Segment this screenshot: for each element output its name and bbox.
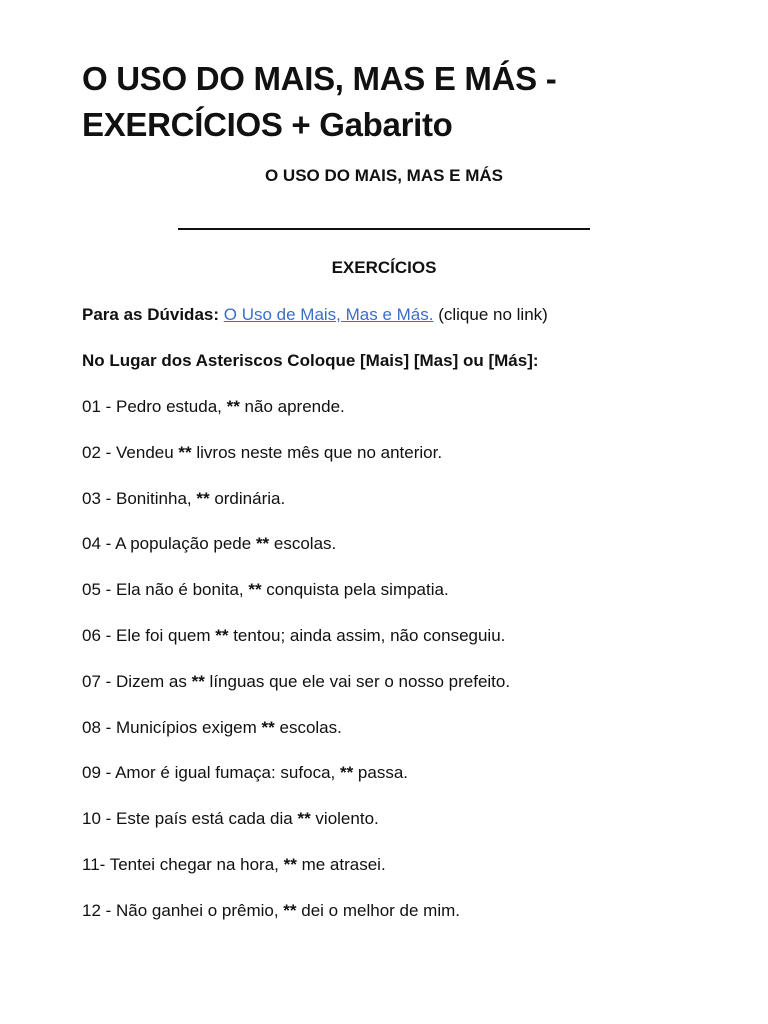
blank-marker: **	[261, 717, 275, 737]
exercise-text-after: passa.	[353, 763, 409, 783]
exercise-item	[82, 808, 686, 830]
blank-marker: **	[196, 488, 210, 508]
exercise-item	[82, 717, 686, 739]
blank-marker: **	[339, 763, 354, 783]
exercise-text-before: 07 - Dizem as	[82, 671, 192, 691]
doubts-label: Para as Dúvidas:	[82, 305, 220, 324]
blank-marker: **	[226, 397, 240, 416]
exercise-item	[82, 442, 686, 464]
exercise-text-after: línguas que ele vai ser o nosso prefeito.	[204, 671, 511, 691]
divider-line	[178, 228, 590, 230]
exercise-text-before: 10 - Este país está cada dia	[82, 809, 298, 829]
blank-marker: **	[215, 626, 229, 645]
exercise-text-after: escolas.	[274, 717, 342, 737]
exercise-item	[82, 625, 686, 647]
exercise-text-after: me atrasei.	[296, 855, 386, 874]
blank-marker: **	[191, 671, 205, 691]
page-title	[82, 56, 686, 148]
blank-marker: **	[297, 809, 311, 829]
exercise-text-before: 03 - Bonitinha,	[82, 488, 197, 508]
exercise-text-after: conquista pela simpatia.	[261, 580, 449, 600]
exercise-item	[82, 396, 686, 418]
blank-marker: **	[255, 534, 270, 554]
exercise-text-before: 08 - Municípios exigem	[82, 717, 262, 737]
exercise-item	[82, 671, 686, 693]
exercise-text-after: tentou; ainda assim, não conseguiu.	[228, 626, 506, 645]
exercise-text-before: 06 - Ele foi quem	[82, 626, 216, 645]
blank-marker: **	[283, 900, 297, 920]
doubts-suffix: (clique no link)	[438, 305, 548, 324]
exercise-text-after: violento.	[310, 809, 379, 829]
blank-marker: **	[178, 442, 192, 462]
exercise-text-before: 09 - Amor é igual fumaça: sufoca,	[82, 763, 340, 783]
exercise-item	[82, 900, 686, 922]
exercise-item	[82, 762, 686, 784]
title-line-1: O USO DO MAIS, MAS E MÁS -	[82, 60, 557, 97]
exercise-text-before: 11- Tentei chegar na hora,	[82, 855, 284, 874]
subtitle: O USO DO MAIS, MAS E MÁS	[264, 166, 504, 185]
exercise-text-after: não aprende.	[239, 397, 345, 416]
exercise-text-after: escolas.	[269, 534, 337, 554]
exercise-text-before: 05 - Ela não é bonita,	[82, 580, 249, 600]
exercise-text-after: ordinária.	[209, 488, 286, 508]
doubts-link[interactable]: O Uso de Mais, Mas e Más.	[223, 305, 434, 324]
exercise-text-after: livros neste mês que no anterior.	[191, 442, 443, 462]
exercise-text-before: 12 - Não ganhei o prêmio,	[82, 900, 284, 920]
title-line-2: EXERCÍCIOS + Gabarito	[82, 106, 453, 143]
blank-marker: **	[283, 855, 297, 874]
exercise-text-before: 01 - Pedro estuda,	[82, 397, 227, 416]
exercise-item	[82, 579, 686, 601]
exercise-item	[82, 854, 686, 876]
exercise-item	[82, 533, 686, 555]
doubts-line	[82, 304, 686, 326]
exercise-text-after: dei o melhor de mim.	[296, 900, 460, 920]
exercise-text-before: 02 - Vendeu	[82, 442, 179, 462]
blank-marker: **	[248, 580, 262, 600]
exercise-item	[82, 488, 686, 510]
section-heading: EXERCÍCIOS	[331, 258, 437, 277]
exercise-text-before: 04 - A população pede	[82, 534, 256, 554]
instruction-text: No Lugar dos Asteriscos Coloque [Mais] [Mas] ou [Más]:	[82, 351, 539, 370]
